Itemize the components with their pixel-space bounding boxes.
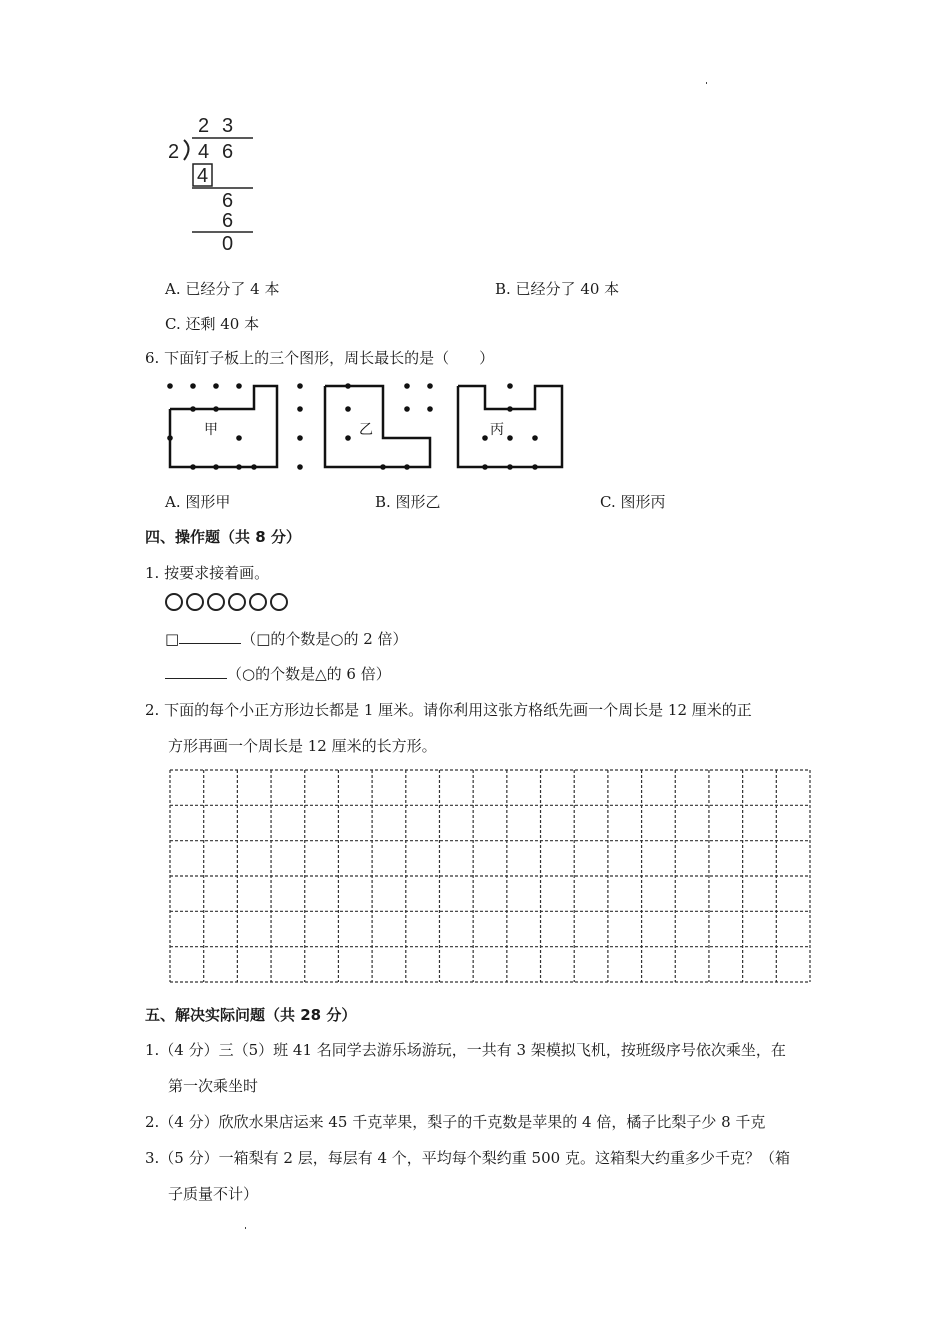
s5-q2: 2.（4 分）欣欣水果店运来 45 千克苹果，梨子的千克数是苹果的 4 倍，橘子比梨子少 8 千克 [145,1113,766,1131]
q5-option-b: B. 已经分了 40 本 [495,280,620,298]
s5-q3-line2: 子质量不计） [168,1185,259,1203]
dividend-digit: 4 [198,141,210,163]
shape-label-yi: 乙 [359,422,373,438]
s4-q1: 1. 按要求接着画。 [145,564,270,582]
s4-q2-line1: 2. 下面的每个小正方形边长都是 1 厘米。请你利用这张方格纸先画一个周长是 12 厘米的正 [145,701,752,719]
divisor-digit: 2 [168,141,180,163]
section-4-title: 四、操作题（共 8 分） [145,528,301,546]
answer-blank[interactable] [179,629,241,644]
drawing-line-2 [165,663,391,684]
circle-shape [165,593,183,611]
circle-shape [186,593,204,611]
q6-option-b: B. 图形乙 [375,493,441,511]
section-5-title: 五、解决实际问题（共 28 分） [145,1006,357,1024]
shape-label-bing: 丙 [490,422,504,438]
drawing-line-1 [165,628,408,649]
circle-shape [270,593,288,611]
remainder-digit: 0 [222,233,234,255]
long-division-figure [160,108,280,258]
s4-q2-line2: 方形再画一个周长是 12 厘米的长方形。 [168,737,437,755]
boxed-digit: 4 [197,165,209,187]
q6-stem: 6. 下面钉子板上的三个图形，周长最长的是（ ） [145,349,495,367]
quotient-digit: 3 [222,115,234,137]
dividend-digit: 6 [222,141,234,163]
geoboard-figures [160,378,580,478]
s5-q1-line2: 第一次乘坐时 [168,1077,259,1095]
circle-row [165,592,291,611]
circle-shape [207,593,225,611]
shape-bing [458,383,562,470]
answer-blank[interactable] [165,664,227,679]
separator-dots [297,383,303,470]
q5-option-a: A. 已经分了 4 本 [165,280,280,298]
s5-q1-line1: 1.（4 分）三（5）班 41 名同学去游乐场游玩，一共有 3 架模拟飞机，按班级序号依次乘坐，在 [145,1041,786,1059]
square-prefix: □ [165,630,180,648]
quotient-digit: 2 [198,115,210,137]
s5-q3-line1: 3.（5 分）一箱梨有 2 层，每层有 4 个，平均每个梨约重 500 克。这箱梨大约重多少千克？（箱 [145,1149,790,1167]
circle-shape [228,593,246,611]
shape-label-jia: 甲 [204,422,218,438]
circle-shape [249,593,267,611]
step-digit: 6 [222,210,234,232]
q6-option-c: C. 图形丙 [600,493,666,511]
step-digit: 6 [222,190,234,212]
scan-speck [245,1227,246,1229]
scan-speck [706,82,707,84]
grid-paper[interactable] [168,768,812,984]
line2-rule: （○的个数是△的 6 倍） [227,665,391,683]
line1-rule: （□的个数是○的 2 倍） [241,630,408,648]
shape-yi [325,383,433,470]
q6-option-a: A. 图形甲 [165,493,231,511]
shape-jia [167,383,277,470]
q5-option-c: C. 还剩 40 本 [165,315,260,333]
